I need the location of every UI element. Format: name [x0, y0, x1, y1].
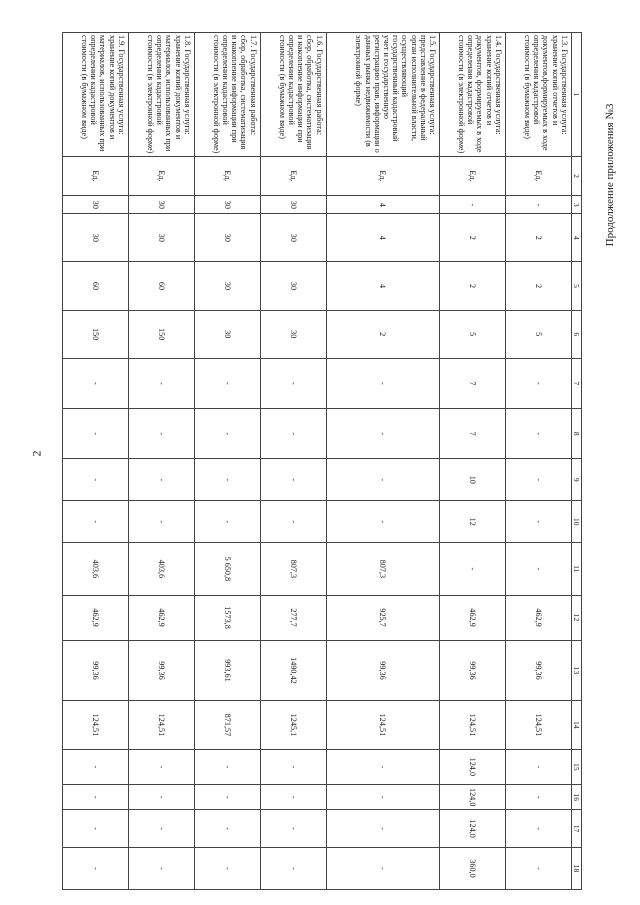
- column-header: 12: [571, 595, 581, 640]
- table-cell: 124,51: [63, 701, 129, 749]
- row-description: 1.7. Государственная работа: сбор, обработка, систематизация и накопление информации при определении кадастровой стоимости (в электронной форме): [194, 33, 260, 157]
- table-cell: -: [128, 847, 194, 889]
- table-cell: -: [63, 459, 129, 501]
- column-header: 18: [571, 847, 581, 889]
- table-cell: -: [326, 749, 439, 785]
- table-cell: 124,51: [505, 701, 571, 749]
- table-cell: -: [63, 785, 129, 810]
- table-cell: 30: [260, 214, 326, 262]
- table-cell: -: [260, 409, 326, 459]
- table-cell: 30: [260, 262, 326, 310]
- table-cell: Ед.: [128, 156, 194, 196]
- table-cell: -: [194, 810, 260, 848]
- table-cell: 30: [128, 214, 194, 262]
- column-header: 1: [571, 33, 581, 157]
- column-header: 2: [571, 156, 581, 196]
- column-header: 6: [571, 310, 581, 358]
- table-cell: -: [505, 749, 571, 785]
- table-cell: -: [63, 501, 129, 543]
- table-cell: 99,36: [505, 640, 571, 701]
- table-cell: Ед.: [505, 156, 571, 196]
- table-cell: -: [260, 459, 326, 501]
- table-row: [63, 33, 129, 890]
- column-header: 16: [571, 785, 581, 810]
- table-cell: 30: [128, 196, 194, 214]
- table-cell: -: [505, 847, 571, 889]
- table-cell: Ед.: [326, 156, 439, 196]
- table-cell: 360,0: [440, 847, 506, 889]
- table-cell: 7: [440, 358, 506, 408]
- table-cell: 7: [440, 409, 506, 459]
- table-cell: Ед.: [194, 156, 260, 196]
- table-cell: 5: [440, 310, 506, 358]
- column-header: 3: [571, 196, 581, 214]
- column-header: 14: [571, 701, 581, 749]
- table-cell: 12: [440, 501, 506, 543]
- table-row: [128, 33, 194, 890]
- header-row: [571, 33, 581, 890]
- table-cell: 99,36: [128, 640, 194, 701]
- table-row: [194, 33, 260, 890]
- page-number: 2: [29, 450, 44, 457]
- table-cell: 10: [440, 459, 506, 501]
- table-cell: 2: [440, 262, 506, 310]
- table-cell: -: [326, 501, 439, 543]
- table-cell: -: [505, 459, 571, 501]
- table-cell: -: [260, 749, 326, 785]
- table-cell: Ед.: [63, 156, 129, 196]
- table-cell: -: [128, 810, 194, 848]
- table-cell: -: [505, 785, 571, 810]
- table-cell: -: [326, 358, 439, 408]
- table-cell: 99,36: [440, 640, 506, 701]
- table-cell: -: [505, 501, 571, 543]
- table-body: [63, 33, 572, 890]
- table-cell: -: [505, 196, 571, 214]
- table-cell: 993,61: [194, 640, 260, 701]
- table-cell: 871,57: [194, 701, 260, 749]
- table-cell: 462,9: [440, 595, 506, 640]
- table-cell: 30: [260, 196, 326, 214]
- table-cell: 99,36: [63, 640, 129, 701]
- table-cell: 403,6: [63, 543, 129, 595]
- table-cell: -: [194, 409, 260, 459]
- table-cell: -: [260, 501, 326, 543]
- table-cell: -: [326, 847, 439, 889]
- table-cell: -: [194, 501, 260, 543]
- table-cell: 30: [194, 214, 260, 262]
- table-cell: -: [128, 459, 194, 501]
- table-cell: -: [440, 543, 506, 595]
- table-cell: 807,3: [326, 543, 439, 595]
- table-cell: 30: [194, 262, 260, 310]
- table-cell: -: [260, 810, 326, 848]
- table-cell: 4: [326, 262, 439, 310]
- table-cell: -: [326, 459, 439, 501]
- table-cell: 1245,1: [260, 701, 326, 749]
- table-cell: 4: [326, 214, 439, 262]
- column-header: 7: [571, 358, 581, 408]
- table-cell: 807,3: [260, 543, 326, 595]
- table-cell: -: [194, 847, 260, 889]
- table-cell: 99,36: [326, 640, 439, 701]
- table-cell: -: [63, 847, 129, 889]
- column-header: 8: [571, 409, 581, 459]
- table-row: [440, 33, 506, 890]
- table-cell: 1573,8: [194, 595, 260, 640]
- table-cell: -: [326, 810, 439, 848]
- column-header: 4: [571, 214, 581, 262]
- column-header: 5: [571, 262, 581, 310]
- table-cell: -: [260, 358, 326, 408]
- table-cell: 2: [326, 310, 439, 358]
- table-cell: -: [194, 358, 260, 408]
- table-row: [260, 33, 326, 890]
- table-cell: 1490,42: [260, 640, 326, 701]
- row-description: 1.3. Государственная услуга: хранение копий отчетов и документов,формируемых в ходе определения кадастровой стоимости (в бумажном виде): [505, 33, 571, 157]
- table-cell: 124,0: [440, 749, 506, 785]
- table-cell: -: [326, 785, 439, 810]
- table-cell: 5 650,8: [194, 543, 260, 595]
- table-cell: 2: [505, 214, 571, 262]
- row-description: 1.5. Государственная услуга: представление в федеральный орган исполнительной власти, осуществляющий государственный кадастровый учет и государственную регистрацию прав, информации о данных рынка недвижимости (в электронной форме): [326, 33, 439, 157]
- table-cell: 60: [128, 262, 194, 310]
- table-cell: -: [128, 358, 194, 408]
- table-cell: Ед.: [260, 156, 326, 196]
- table-cell: 124,51: [326, 701, 439, 749]
- table-cell: 150: [63, 310, 129, 358]
- column-header: 11: [571, 543, 581, 595]
- column-header: 17: [571, 810, 581, 848]
- table-cell: -: [505, 358, 571, 408]
- column-header: 9: [571, 459, 581, 501]
- table-cell: 30: [63, 214, 129, 262]
- table-cell: -: [326, 409, 439, 459]
- table-cell: -: [260, 847, 326, 889]
- table-cell: -: [128, 501, 194, 543]
- table-cell: -: [63, 810, 129, 848]
- table-cell: 462,9: [505, 595, 571, 640]
- table-cell: 403,6: [128, 543, 194, 595]
- column-header: 15: [571, 749, 581, 785]
- table-cell: -: [63, 749, 129, 785]
- table-cell: Ед.: [440, 156, 506, 196]
- table-cell: -: [505, 810, 571, 848]
- table-cell: -: [505, 543, 571, 595]
- appendix-note: Продолжение приложения №3: [604, 103, 616, 247]
- table-cell: 124,51: [440, 701, 506, 749]
- row-description: 1.8. Государственная услуга: хранение копий документов и материалов, использованных при определении кадастровой стоимости (в электронной форме): [128, 33, 194, 157]
- table-cell: -: [194, 785, 260, 810]
- table-cell: 462,9: [63, 595, 129, 640]
- row-description: 1.9. Государственная услуга: хранение копий документов и материалов, использованных при определении кадастровой стоимости (в бумажном виде): [63, 33, 129, 157]
- column-header: 10: [571, 501, 581, 543]
- rotated-table-wrapper: [62, 32, 582, 890]
- table-cell: 925,7: [326, 595, 439, 640]
- table-cell: 5: [505, 310, 571, 358]
- table-cell: -: [63, 358, 129, 408]
- table-cell: 124,0: [440, 810, 506, 848]
- table-cell: 124,0: [440, 785, 506, 810]
- table-cell: -: [128, 409, 194, 459]
- table-cell: 30: [194, 310, 260, 358]
- data-table: [62, 32, 582, 890]
- table-cell: -: [63, 409, 129, 459]
- table-cell: -: [194, 749, 260, 785]
- column-header: 13: [571, 640, 581, 701]
- table-cell: 30: [63, 196, 129, 214]
- table-cell: 2: [440, 214, 506, 262]
- row-description: 1.4. Государственная услуга: хранение копий отчетов и документов, формируемых в ходе определения кадастровой стоимости (в электронной форме): [440, 33, 506, 157]
- table-row: [505, 33, 571, 890]
- table-cell: 4: [326, 196, 439, 214]
- table-cell: 124,51: [128, 701, 194, 749]
- table-cell: -: [194, 459, 260, 501]
- row-description: 1.6. Государственная работа: сбор, обработка, систематизация и накопление информации при определении кадастровой стоимости (в бумажном виде): [260, 33, 326, 157]
- table-cell: -: [505, 409, 571, 459]
- table-cell: 30: [194, 196, 260, 214]
- table-cell: 462,9: [128, 595, 194, 640]
- table-cell: -: [128, 785, 194, 810]
- table-cell: -: [128, 749, 194, 785]
- table-row: [326, 33, 439, 890]
- table-cell: -: [260, 785, 326, 810]
- table-cell: 150: [128, 310, 194, 358]
- table-cell: 30: [260, 310, 326, 358]
- table-cell: 2: [505, 262, 571, 310]
- table-cell: 60: [63, 262, 129, 310]
- table-cell: -: [440, 196, 506, 214]
- table-cell: 277,7: [260, 595, 326, 640]
